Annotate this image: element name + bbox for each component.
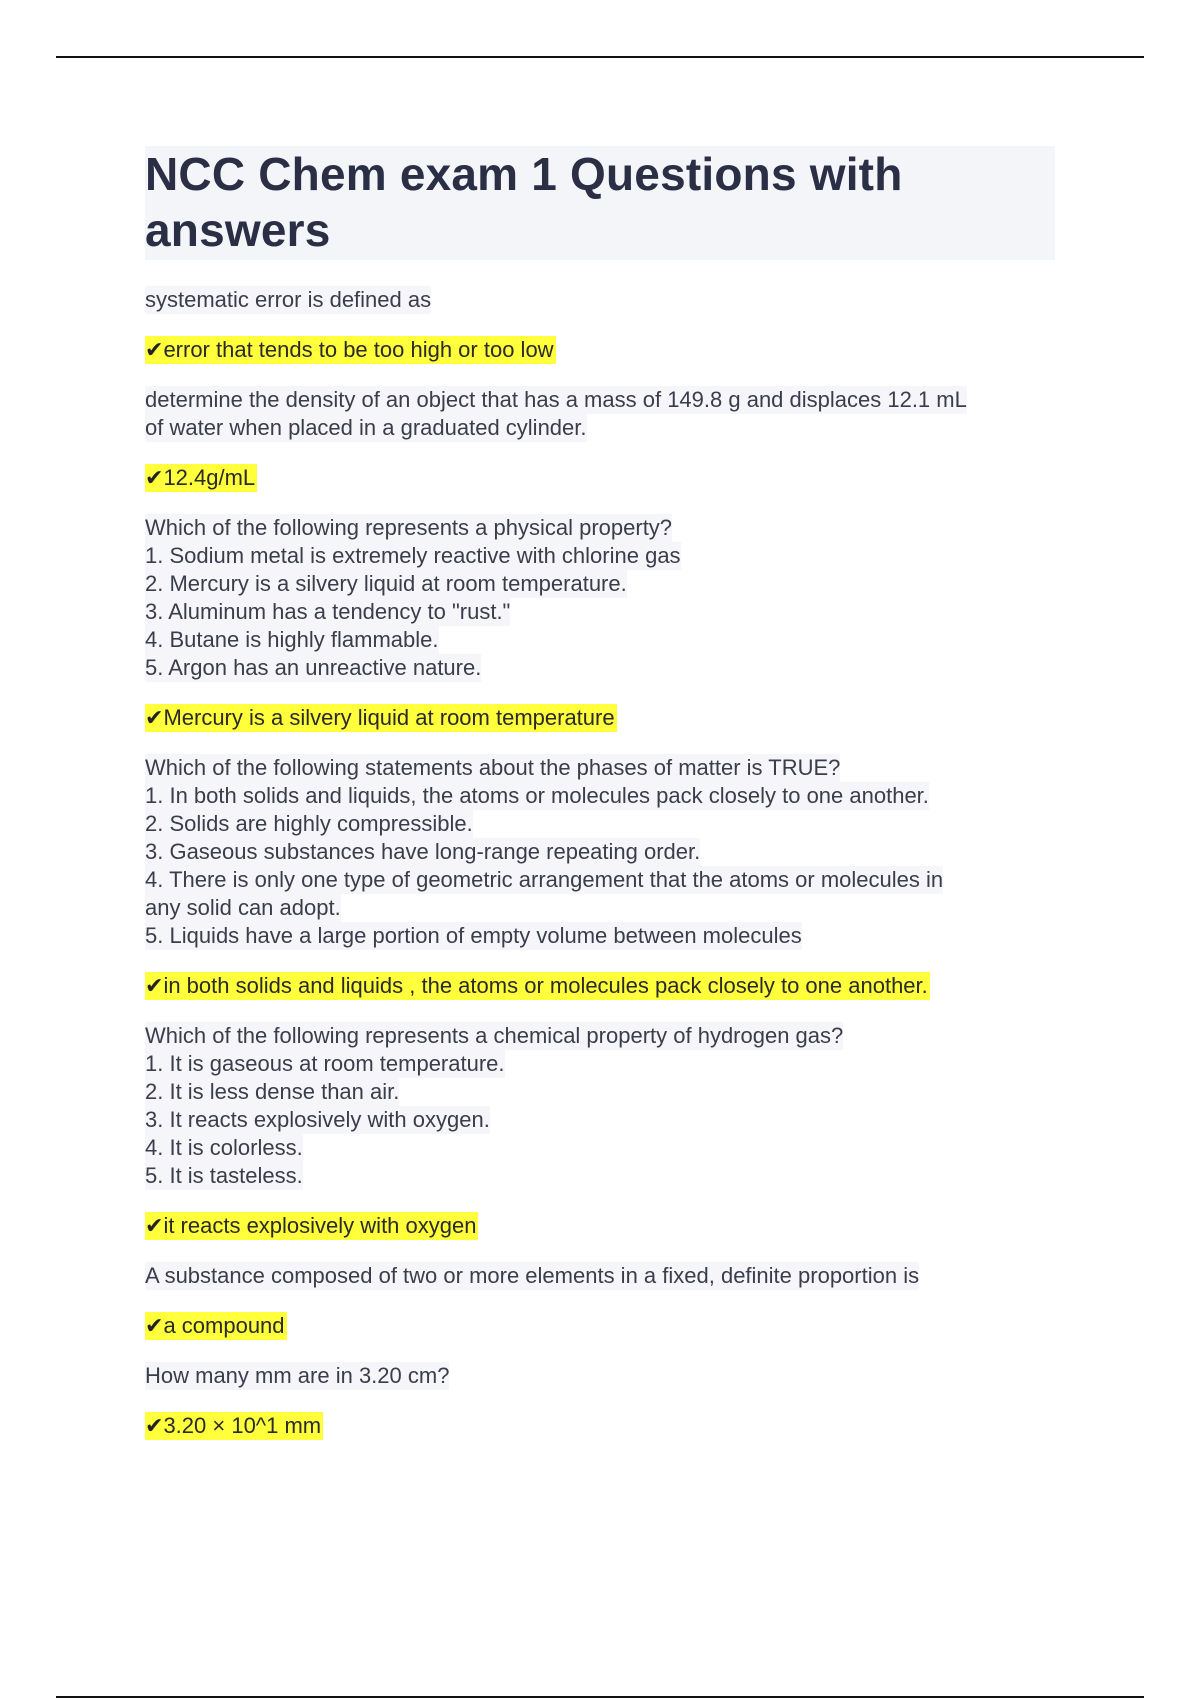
question-line: How many mm are in 3.20 cm? — [145, 1363, 450, 1388]
question-line: 4. There is only one type of geometric arrangement that the atoms or molecules in — [145, 867, 944, 892]
question-line: 2. Solids are highly compressible. — [145, 811, 473, 836]
question-block — [145, 514, 1055, 682]
question-line: Which of the following statements about the phases of matter is TRUE? — [145, 755, 841, 780]
question-line: systematic error is defined as — [145, 287, 432, 312]
question-block — [145, 1362, 1055, 1390]
document-body — [145, 146, 1055, 1462]
answer-text: 3.20 × 10^1 mm — [163, 1413, 322, 1438]
checkmark-icon: ✔ — [145, 1413, 164, 1438]
answer-text: it reacts explosively with oxygen — [163, 1213, 477, 1238]
checkmark-icon: ✔ — [145, 973, 164, 998]
answer-block — [145, 1412, 1055, 1440]
question-block — [145, 386, 1055, 442]
bottom-rule — [56, 1696, 1144, 1698]
question-line: 3. Gaseous substances have long-range repeating order. — [145, 839, 701, 864]
checkmark-icon: ✔ — [145, 1213, 164, 1238]
answer-highlight — [145, 704, 617, 732]
answer-highlight — [145, 464, 257, 492]
answer-block — [145, 972, 1055, 1000]
question-line: 5. Argon has an unreactive nature. — [145, 655, 482, 680]
question-line: 2. Mercury is a silvery liquid at room temperature. — [145, 571, 627, 596]
answer-highlight — [145, 1212, 478, 1240]
question-line: 1. It is gaseous at room temperature. — [145, 1051, 505, 1076]
top-rule — [56, 56, 1144, 58]
question-line: 4. Butane is highly flammable. — [145, 627, 439, 652]
question-block — [145, 286, 1055, 314]
question-line: of water when placed in a graduated cylinder. — [145, 415, 587, 440]
question-line: 5. Liquids have a large portion of empty volume between molecules — [145, 923, 802, 948]
qa-list — [145, 286, 1055, 1440]
answer-highlight — [145, 972, 930, 1000]
question-line: 1. Sodium metal is extremely reactive with chlorine gas — [145, 543, 681, 568]
question-line: 5. It is tasteless. — [145, 1163, 303, 1188]
question-block — [145, 754, 1055, 950]
question-line: 2. It is less dense than air. — [145, 1079, 400, 1104]
question-line: any solid can adopt. — [145, 895, 341, 920]
question-line: 3. It reacts explosively with oxygen. — [145, 1107, 490, 1132]
question-block — [145, 1022, 1055, 1190]
answer-text: 12.4g/mL — [163, 465, 256, 490]
question-line: 1. In both solids and liquids, the atoms or molecules pack closely to one another. — [145, 783, 929, 808]
page-title: NCC Chem exam 1 Questions with answers — [145, 148, 903, 256]
answer-block — [145, 704, 1055, 732]
answer-block — [145, 1312, 1055, 1340]
question-line: 3. Aluminum has a tendency to "rust." — [145, 599, 511, 624]
answer-highlight — [145, 1412, 323, 1440]
answer-text: Mercury is a silvery liquid at room temperature — [163, 705, 615, 730]
question-line: 4. It is colorless. — [145, 1135, 303, 1160]
question-block — [145, 1262, 1055, 1290]
checkmark-icon: ✔ — [145, 705, 164, 730]
question-line: A substance composed of two or more elements in a fixed, definite proportion is — [145, 1263, 920, 1288]
answer-text: in both solids and liquids , the atoms or molecules pack closely to one another. — [163, 973, 928, 998]
answer-block — [145, 336, 1055, 364]
checkmark-icon: ✔ — [145, 465, 164, 490]
checkmark-icon: ✔ — [145, 337, 164, 362]
question-line: Which of the following represents a chemical property of hydrogen gas? — [145, 1023, 844, 1048]
answer-highlight — [145, 1312, 287, 1340]
answer-block — [145, 464, 1055, 492]
answer-text: error that tends to be too high or too low — [163, 337, 554, 362]
checkmark-icon: ✔ — [145, 1313, 164, 1338]
answer-highlight — [145, 336, 556, 364]
question-line: Which of the following represents a physical property? — [145, 515, 673, 540]
question-line: determine the density of an object that has a mass of 149.8 g and displaces 12.1 mL — [145, 387, 967, 412]
title-block — [145, 146, 1055, 260]
answer-text: a compound — [163, 1313, 285, 1338]
answer-block — [145, 1212, 1055, 1240]
